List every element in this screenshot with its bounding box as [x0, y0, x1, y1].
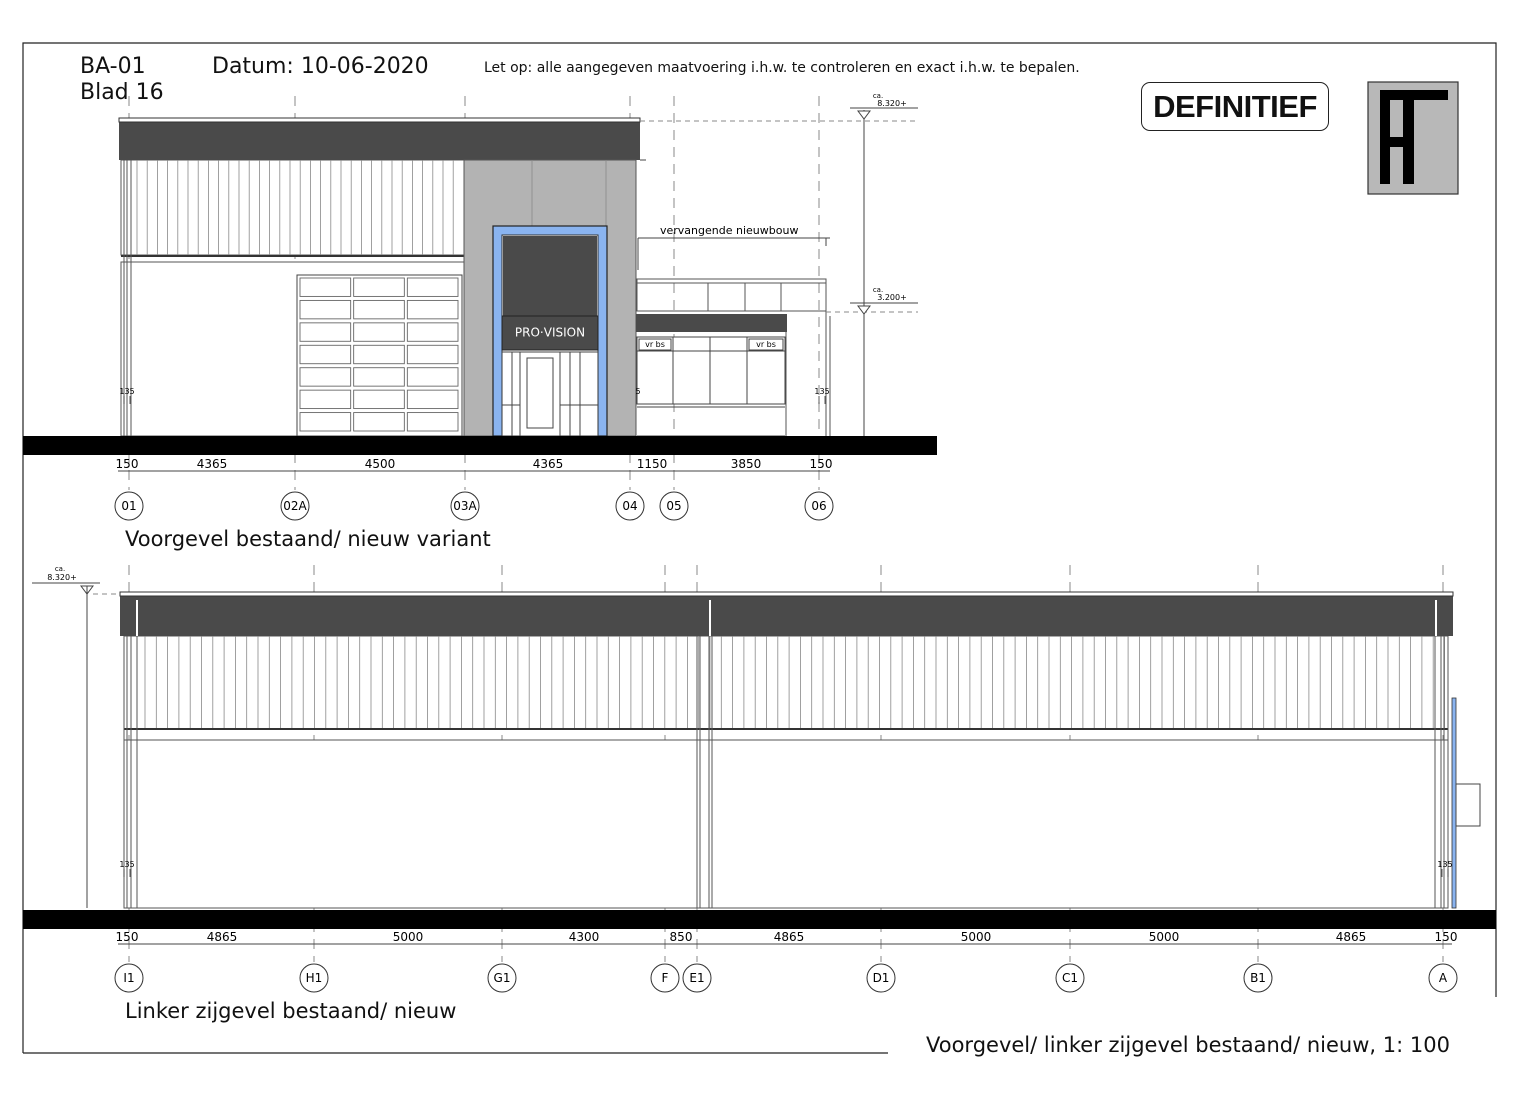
svg-text:04: 04 [622, 499, 638, 513]
side-dim: 5000 [960, 930, 992, 944]
svg-text:I1: I1 [123, 971, 135, 985]
sheet-title: Voorgevel/ linker zijgevel bestaand/ nieuw, 1: 100 [926, 1033, 1450, 1057]
extension-roof-band [636, 314, 787, 332]
dimension-note: Let op: alle aangegeven maatvoering i.h.w. te controleren en exact i.h.w. te bepalen. [484, 60, 1080, 76]
side-dim: 5000 [392, 930, 424, 944]
axis-bubble-C1 [1056, 964, 1084, 992]
axis-bubble-03A [451, 492, 479, 520]
svg-text:01: 01 [121, 499, 137, 513]
front-ground-line [23, 436, 937, 455]
side-axis-bubbles [115, 964, 1457, 992]
drawing-date: Datum: 10-06-2020 [212, 54, 429, 79]
extension-note: vervangende nieuwbouw [660, 224, 799, 237]
svg-text:03A: 03A [453, 499, 477, 513]
front-dim: 150 [115, 457, 139, 471]
side-dim: 150 [115, 930, 139, 944]
svg-text:06: 06 [811, 499, 827, 513]
front-dim: 4365 [196, 457, 228, 471]
side-blue-frame-edge [1452, 698, 1456, 908]
sheet-number: Blad 16 [80, 80, 164, 105]
svg-text:3.200+: 3.200+ [877, 293, 907, 302]
svg-text:E1: E1 [689, 971, 705, 985]
side-plinth-left: 135 [119, 860, 135, 869]
axis-bubble-01 [115, 492, 143, 520]
front-dim: 3850 [730, 457, 762, 471]
side-dimensions [116, 930, 1458, 944]
axis-bubble-G1 [488, 964, 516, 992]
window-label-right: vr bs [756, 340, 776, 349]
side-dim: 4865 [1335, 930, 1367, 944]
axis-bubble-A [1429, 964, 1457, 992]
side-roof-band [120, 596, 1453, 636]
axis-bubble-H1 [300, 964, 328, 992]
front-plinth-right: 135 [814, 387, 830, 396]
axis-bubble-F [651, 964, 679, 992]
side-dim: 4865 [773, 930, 805, 944]
svg-text:A: A [1438, 971, 1448, 985]
svg-text:8.320+: 8.320+ [877, 99, 907, 108]
svg-text:F: F [661, 971, 669, 985]
front-elevation [23, 92, 937, 490]
svg-text:C1: C1 [1061, 971, 1079, 985]
svg-text:02A: 02A [283, 499, 307, 513]
svg-text:D1: D1 [872, 971, 890, 985]
side-dim: 5000 [1148, 930, 1180, 944]
side-ground-line [23, 910, 1496, 929]
front-plinth-left: 135 [119, 387, 135, 396]
side-dim: 4865 [206, 930, 238, 944]
svg-text:8.320+: 8.320+ [47, 573, 77, 582]
svg-text:ca.: ca. [872, 92, 884, 100]
front-dim: 4365 [532, 457, 564, 471]
window-label-left: vr bs [645, 340, 665, 349]
status-badge: DEFINITIEF [1141, 82, 1329, 131]
front-dimensions [116, 457, 833, 471]
side-dim: 850 [669, 930, 693, 944]
side-dim: 4300 [568, 930, 600, 944]
axis-bubble-I1 [115, 964, 143, 992]
front-dim: 1150 [636, 457, 668, 471]
axis-bubble-D1 [867, 964, 895, 992]
axis-bubble-E1 [683, 964, 711, 992]
svg-text:05: 05 [666, 499, 682, 513]
drawing-code: BA-01 [80, 54, 146, 79]
axis-bubble-06 [805, 492, 833, 520]
axis-bubble-02A [281, 492, 309, 520]
front-axis-bubbles [115, 492, 833, 520]
front-elevation-caption: Voorgevel bestaand/ nieuw variant [125, 527, 491, 551]
svg-text:G1: G1 [493, 971, 511, 985]
axis-bubble-B1 [1244, 964, 1272, 992]
svg-text:H1: H1 [305, 971, 323, 985]
side-sign-box [1456, 784, 1480, 826]
axis-bubble-04 [616, 492, 644, 520]
front-sectional-door [297, 275, 462, 436]
svg-text:ca.: ca. [872, 286, 884, 294]
side-elevation-caption: Linker zijgevel bestaand/ nieuw [125, 999, 457, 1023]
svg-text:ca.: ca. [54, 565, 66, 573]
side-elevation [23, 565, 1496, 962]
entrance-dark-glass [503, 236, 597, 316]
extension-windows [637, 337, 785, 436]
svg-text:5: 5 [635, 387, 641, 396]
svg-text:B1: B1 [1250, 971, 1266, 985]
front-roof-band [119, 121, 640, 160]
front-dim: 150 [809, 457, 833, 471]
entrance-sign-text: PRO·VISION [514, 325, 586, 340]
front-dim: 4500 [364, 457, 396, 471]
side-plinth-right: 135 [1437, 860, 1453, 869]
ht-logo-icon [1368, 82, 1458, 194]
side-dim: 150 [1434, 930, 1458, 944]
side-cladding-upper [124, 636, 1448, 729]
axis-bubble-05 [660, 492, 688, 520]
